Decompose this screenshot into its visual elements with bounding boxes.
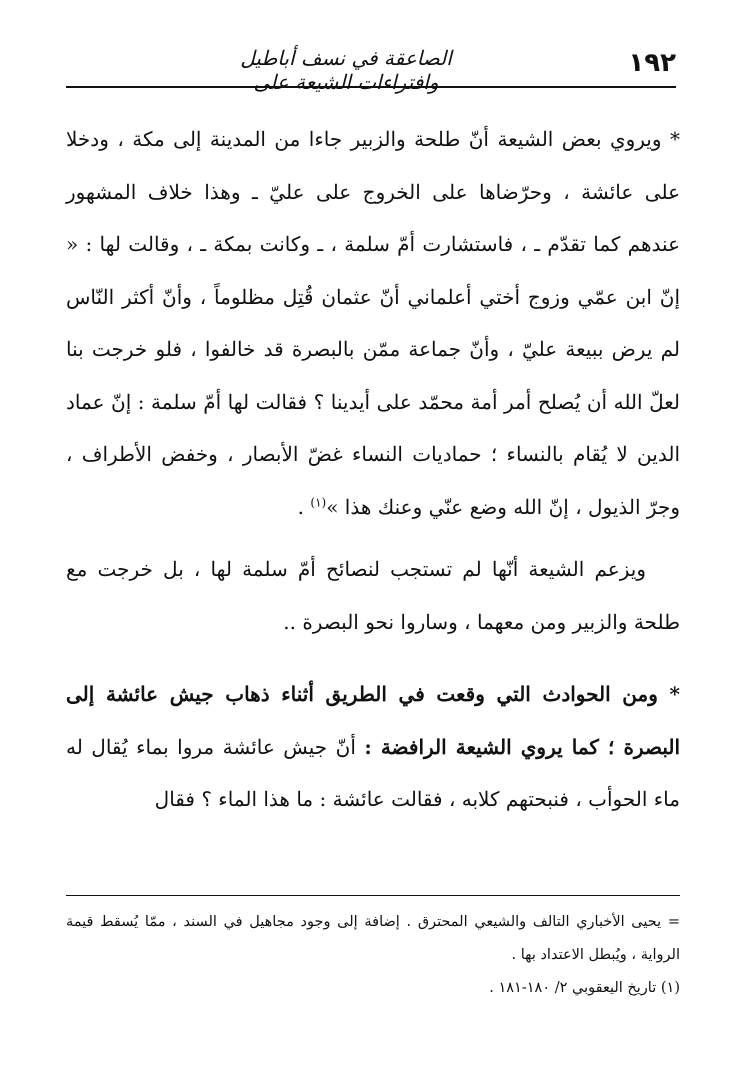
main-text: [66, 113, 680, 826]
paragraph-3-text: أنّ جيش عائشة مروا بماء يُقال له ماء الحوأب ، فنبحتهم كلابه ، فقالت عائشة : ما هذا الماء ؟ فقال: [66, 734, 680, 811]
page-number: ١٩٢: [628, 48, 676, 78]
paragraph-1-text: * ويروي بعض الشيعة أنّ طلحة والزبير جاءا من المدينة إلى مكة ، ودخلا على عائشة ، وحرّضاها على الخروج على عليّ ـ وهذا خلاف المشهور عندهم كما تقدّم ـ ، فاستشارت أمّ سلمة ، ـ وكانت بمكة ـ ، وقالت لها : « إنّ ابن عمّي وزوج أختي أعلماني أنّ عثمان قُتِل مظلوماً ، وأنّ أكثر النّاس لم يرض ببيعة عليّ ، وأنّ جماعة ممّن بالبصرة قد خالفوا ، فلو خرجت بنا لعلّ الله أن يُصلح أمر أمة محمّد على أيدينا ؟ فقالت لها أمّ سلمة : إنّ عماد الدين لا يُقام بالنساء ؛ حماديات النساء غضّ الأبصار ، وخفض الأطراف ، وجرّ الذيول ، إنّ الله وضع عنّي وعنك هذا »: [66, 127, 681, 519]
paragraph-3-bold-lead: * ومن الحوادث التي وقعت في الطريق أثناء ذهاب جيش عائشة إلى البصرة ؛ كما يروي الشيعة الرافضة :: [66, 682, 681, 759]
footnotes: [66, 906, 680, 1005]
footnote-continuation: = يحيى الأخباري التالف والشيعي المحترق . إضافة إلى وجود مجاهيل في السند ، ممّا يُسقط قيمة الرواية ، ويُبطل الاعتداد بها .: [66, 914, 680, 963]
footnote-1: (١) تاريخ اليعقوبي ٢/ ١٨٠-١٨١ .: [489, 980, 680, 996]
page-header: [66, 40, 676, 94]
footnote-rule: [66, 895, 680, 896]
paragraph-aisha-consults-umm-salama: [66, 113, 680, 533]
header-rule: [66, 86, 676, 88]
footnote-ref-1: (١): [310, 494, 327, 509]
paragraph-aisha-departs: ويزعم الشيعة أنّها لم تستجب لنصائح أمّ سلمة لها ، بل خرجت مع طلحة والزبير ومن معهما ، وساروا نحو البصرة ..: [66, 557, 680, 634]
paragraph-1-end: .: [297, 494, 311, 519]
running-title: الصاعقة في نسف أباطيل وافتراءات الشيعة على: [240, 46, 452, 94]
paragraph-hawab-incident: [66, 668, 680, 826]
